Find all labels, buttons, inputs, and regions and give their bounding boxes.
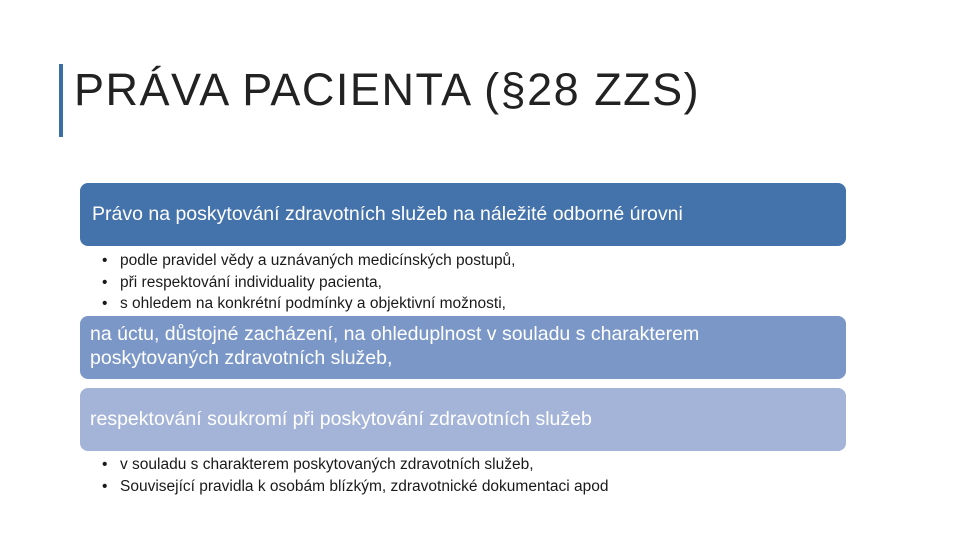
slide-title: PRÁVA PACIENTA (§28 ZZS) bbox=[74, 64, 701, 115]
bullet-dot-icon: • bbox=[102, 456, 108, 473]
list-item: • při respektování individuality pacienta, bbox=[100, 272, 516, 294]
block-2-heading-line-1: na úctu, důstojné zacházení, na ohleduplnost v souladu s charakterem bbox=[90, 323, 700, 345]
bullet-dot-icon: • bbox=[102, 252, 108, 269]
block-1-heading: Právo na poskytování zdravotních služeb na náležité odborné úrovni bbox=[80, 183, 846, 246]
bullet-dot-icon: • bbox=[102, 477, 108, 495]
list-item: • v souladu s charakterem poskytovaných zdravotních služeb, bbox=[100, 454, 609, 476]
list-item: • Související pravidla k osobám blízkým, zdravotnické dokumentaci apod bbox=[100, 476, 609, 498]
block-2-heading bbox=[80, 316, 846, 379]
block-3-heading: respektování soukromí při poskytování zdravotních služeb bbox=[80, 388, 846, 451]
bullet-dot-icon: • bbox=[102, 273, 108, 291]
bullet-dot-icon: • bbox=[102, 295, 108, 312]
block-1-bullet-list bbox=[100, 250, 516, 314]
block-2-heading-line-2: poskytovaných zdravotních služeb, bbox=[90, 347, 393, 369]
title-accent-bar bbox=[59, 64, 63, 137]
block-3-bullet-list bbox=[100, 454, 609, 497]
list-item: • podle pravidel vědy a uznávaných medicínských postupů, bbox=[100, 250, 516, 272]
list-item: • s ohledem na konkrétní podmínky a objektivní možnosti, bbox=[100, 293, 516, 314]
